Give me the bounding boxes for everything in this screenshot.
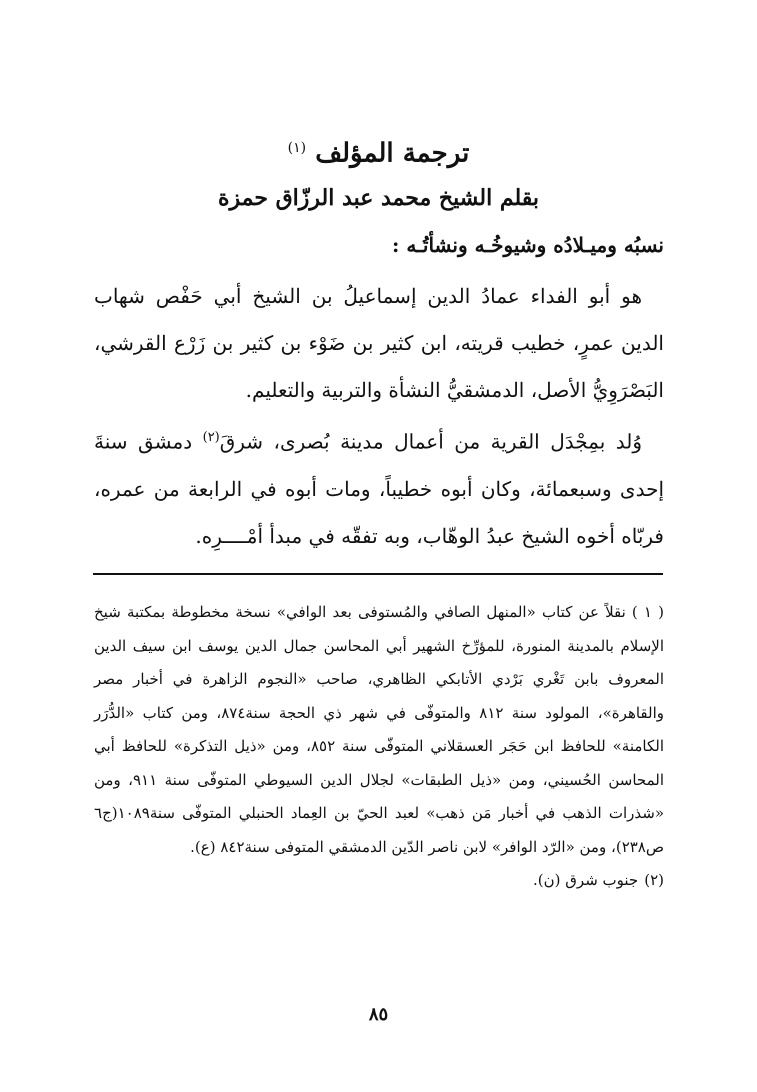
section-heading: نسبُه وميـلادُه وشيوخُـه ونشأتُـه : [391, 233, 664, 257]
page-title [0, 128, 757, 174]
footnote-2-ref: (٢) [202, 430, 220, 445]
paragraph-2 [94, 414, 664, 560]
footnotes [94, 596, 664, 898]
paragraph-2-after: دمشق سنةَ إحدى وسبعمائة، وكان أبوه خطيباً، ومات أبوه في الرابعة من عمره، فربّاه أخوه الشيخ عبدُ الوهّاب، وبه تفقّه في مبدأ أمْــــرِه. [94, 429, 664, 548]
title-text: ترجمة المؤلف [315, 138, 470, 169]
title-footnote-marker: (١) [287, 140, 307, 156]
footnote-2-marker: (٢) [644, 871, 664, 889]
footnote-1-text: نقلاً عن كتاب «المنهل الصافي والمُستوفى بعد الوافي» نسخة مخطوطة بمكتبة شيخ الإسلام بالمدينة المنورة، للمؤرِّخ الشهير أبي المحاسن جمال الدين يوسف ابن سيف الدين المعروف بابن تَغْري بَرْدي الأتابكي الظاهري، صاحب «النجوم الزاهرة في أخبار مصر والقاهرة»، المولود سنة ٨١٢ والمتوفّى في شهر ذي الحجة سنة٨٧٤، ومن كتاب «الدُّرَر الكامنة» للحافظ ابن حَجَر العسقلاني المتوفّى سنة ٨٥٢، ومن «ذيل التذكرة» للحافظ أبي المحاسن الحُسيني، ومن «ذيل الطبقات» لجلال الدين السيوطي المتوفّى سنة ٩١١، ومن «شذرات الذهب في أخبار مَن ذهب» لعبد الحيّ بن العِماد الحنبلي المتوفّى سنة١٠٨٩(ج٦ ص٢٣٨)، ومن «الرّد الوافر» لابن ناصر الدّين الدمشقي المتوفى سنة٨٤٢ (ع). [94, 603, 664, 856]
footnote-2-text: جنوب شرق (ن). [533, 871, 639, 889]
footnote-2 [94, 864, 664, 898]
page-number: ٨٥ [368, 1004, 389, 1025]
paragraph-1: هو أبو الفداء عمادُ الدين إسماعيلُ بن الشيخ أبي حَفْص شهاب الدين عمرٍ، خطيب قريته، ابن كثير بن ضَوْء بن كثير بن زَرْع القرشي، البَصْرَوِيُّ الأصل، الدمشقيُّ النشأة والتربية والتعليم. [94, 284, 664, 402]
footnote-1-marker: ( ١ ) [631, 603, 665, 621]
author-byline: بقلم الشيخ محمد عبد الرزّاق حمزة [217, 185, 540, 211]
footnote-1 [94, 596, 664, 864]
body-text [94, 273, 664, 560]
paragraph-2-before: وُلد بمِجْدَل القرية من أعمال مدينة بُصرى، شرقَ [219, 429, 642, 454]
footnote-separator [93, 573, 663, 575]
